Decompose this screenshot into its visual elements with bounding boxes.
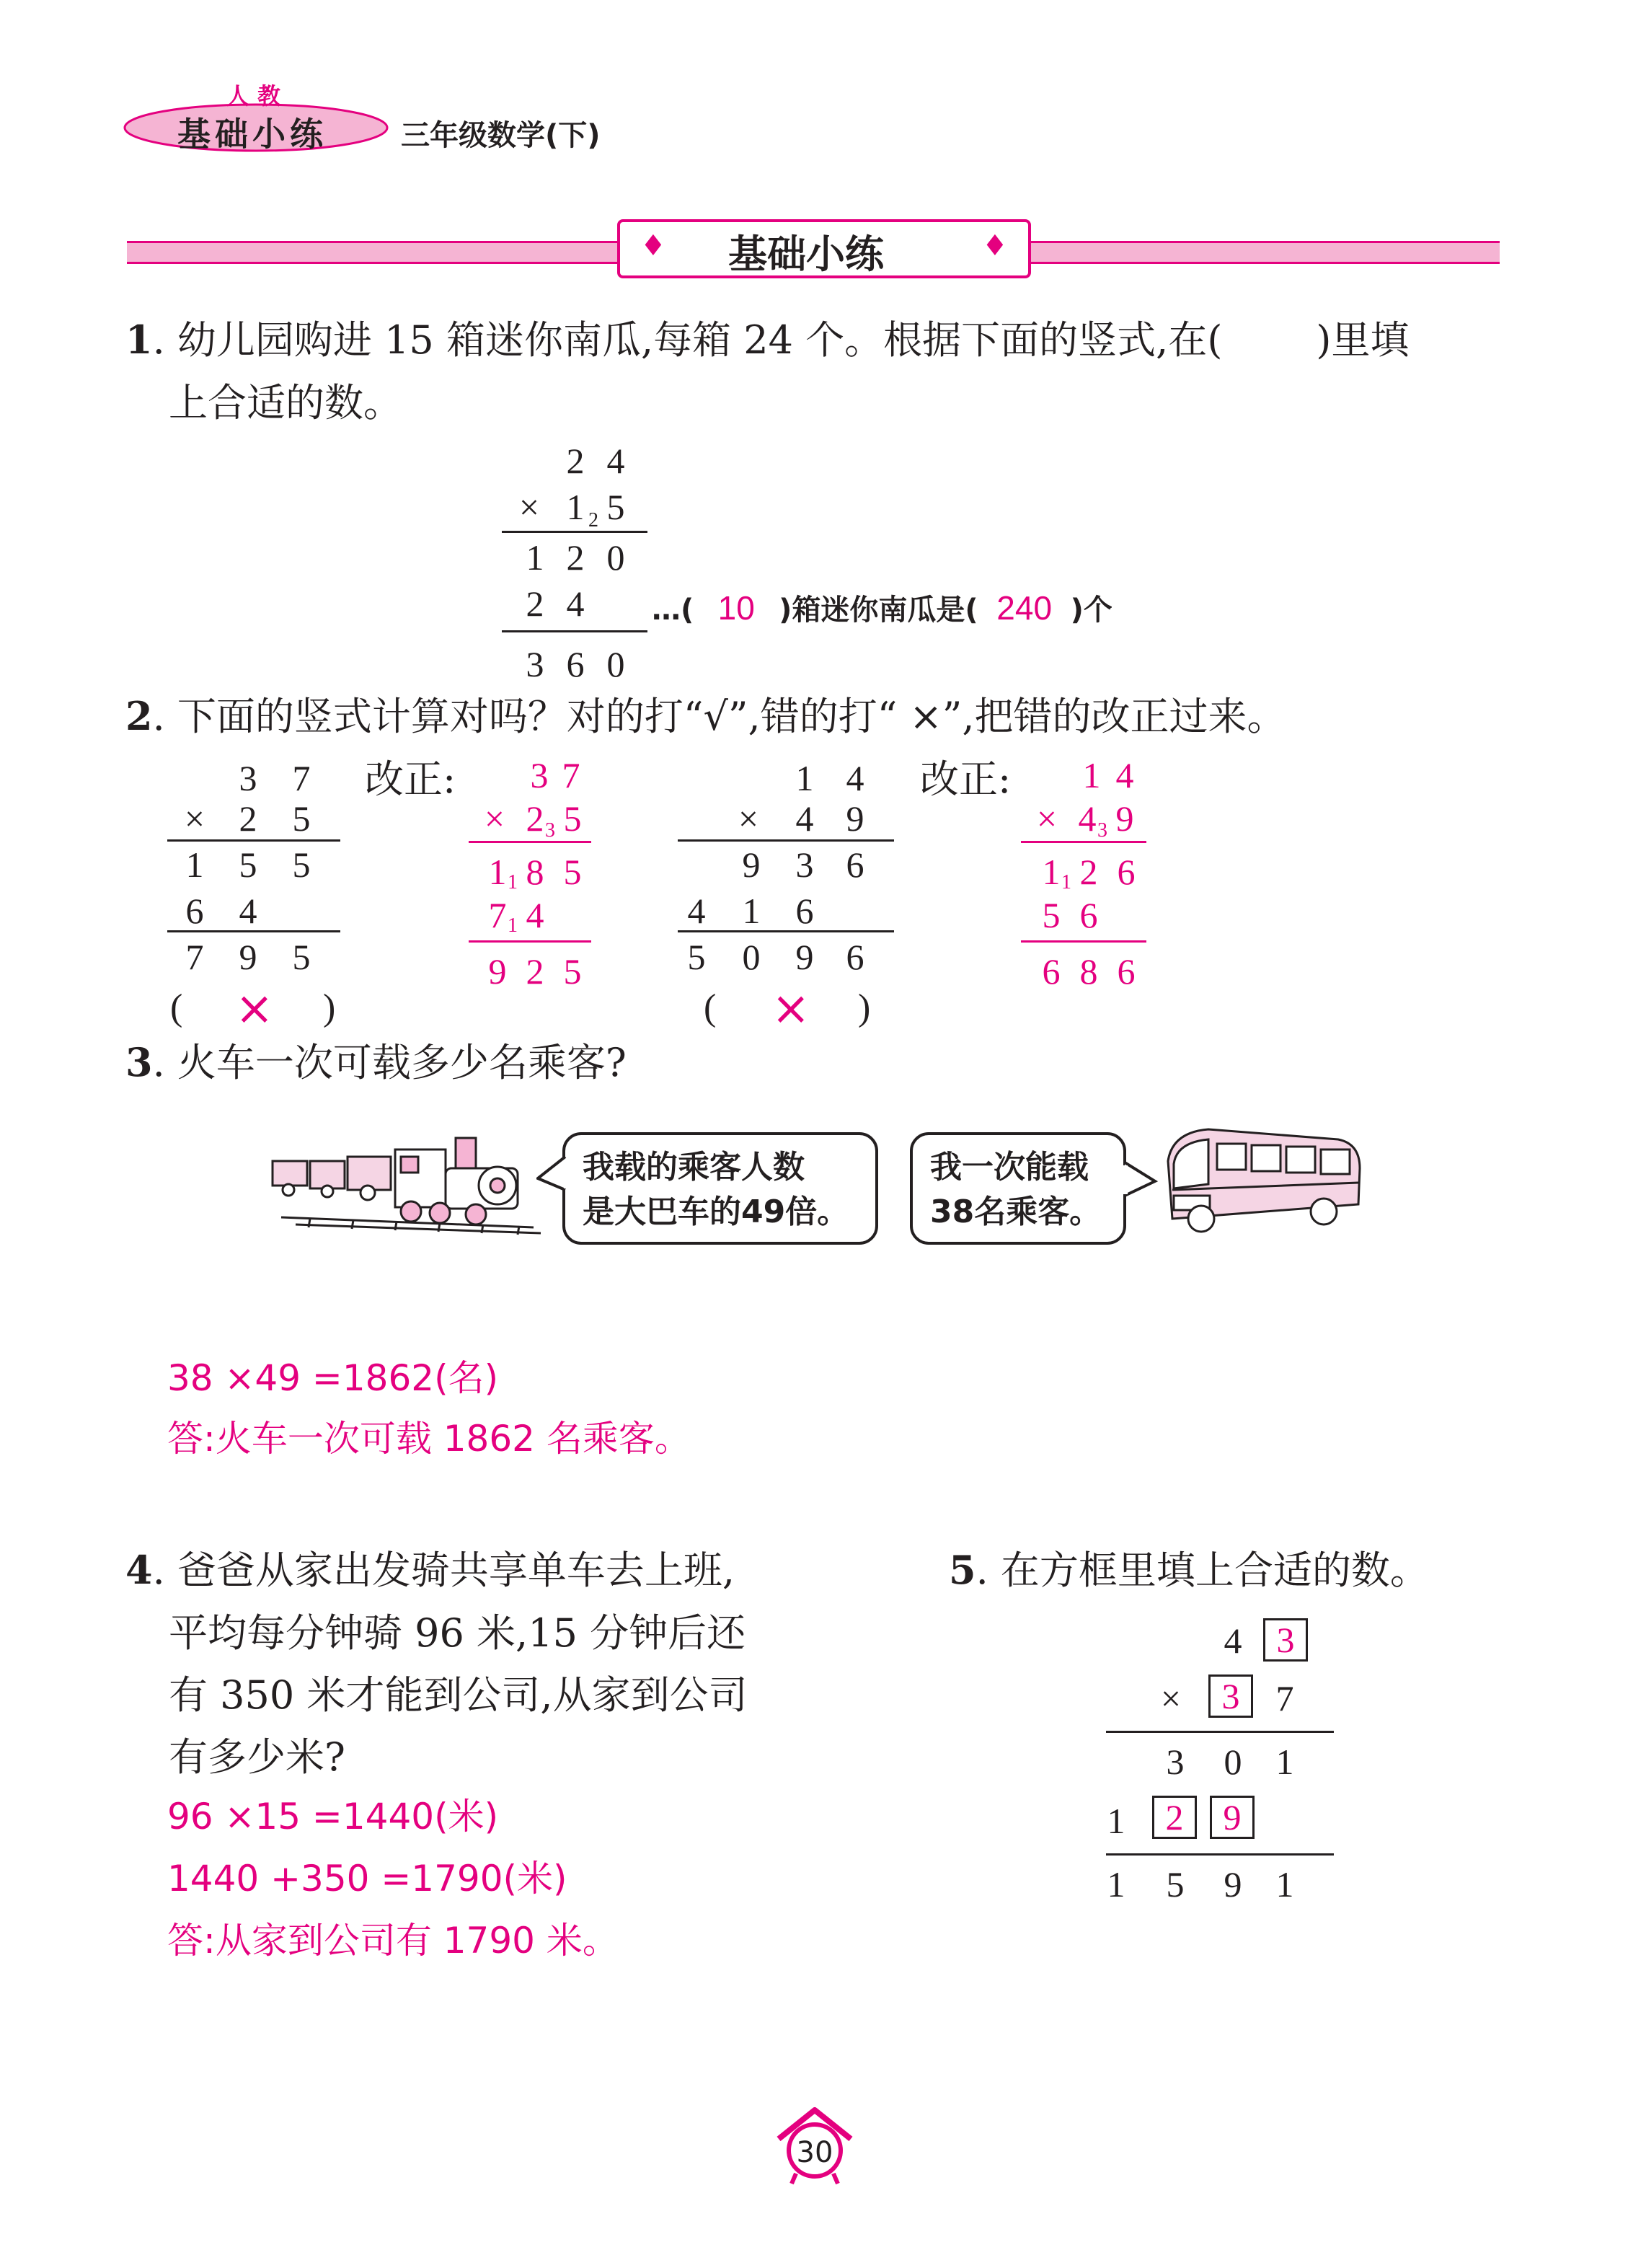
digit: 7: [185, 937, 204, 977]
q1-dots: …(: [652, 594, 694, 627]
digit: 1: [1275, 1742, 1294, 1782]
digit: 1: [1082, 755, 1101, 795]
digit: 9: [742, 844, 761, 885]
digit: 2: [1079, 852, 1098, 892]
digit: 4: [687, 891, 706, 931]
times-sign: ×: [518, 487, 540, 527]
q2-number: 2: [125, 693, 153, 739]
digit: 6: [1042, 951, 1061, 992]
q1-text-b: )里填: [1316, 317, 1410, 363]
q1-mid: )箱迷你南瓜是(: [779, 594, 978, 627]
digit: 5: [563, 951, 582, 992]
q2-text: . 下面的竖式计算对吗？对的打“√”,错的打“ ×”,把错的改正过来。: [152, 694, 1286, 739]
q1-number: 1: [125, 317, 153, 363]
digit: 3: [795, 844, 814, 885]
digit: 4: [566, 583, 585, 624]
carry-digit: 3: [1097, 819, 1107, 842]
times-sign: ×: [1036, 798, 1058, 839]
digit: 5: [606, 487, 625, 527]
digit: 0: [606, 537, 625, 578]
bus-illustration: [1158, 1118, 1367, 1240]
train-bubble-tail: [536, 1154, 567, 1197]
digit: 7: [488, 895, 507, 935]
digit: 9: [846, 798, 864, 839]
banner-band-left: [127, 241, 617, 264]
times-sign: ×: [738, 798, 759, 839]
correct-label: 改正:: [365, 756, 456, 802]
digit: 3: [526, 644, 544, 684]
digit: 1: [1275, 1864, 1294, 1905]
q1-pumpkins-answer: 240: [996, 589, 1053, 627]
q2b-judge-answer: ×: [771, 982, 810, 1036]
q2-line: [125, 693, 1286, 739]
q1-end: )个: [1070, 594, 1112, 627]
times-sign: ×: [484, 798, 505, 839]
calc-rule: [167, 839, 340, 842]
times-sign: ×: [1160, 1678, 1182, 1718]
calc-rule: [678, 930, 894, 932]
q1-line1: [125, 317, 1410, 363]
digit: 6: [846, 937, 864, 977]
calc-rule: [502, 531, 647, 533]
digit: 5: [1166, 1864, 1185, 1905]
q5-number: 5: [949, 1547, 976, 1593]
judge-paren-open: (: [704, 987, 717, 1028]
digit: 5: [687, 937, 706, 977]
calc-rule: [469, 940, 591, 943]
digit: 1: [488, 852, 507, 892]
digit: 0: [742, 937, 761, 977]
digit: 1: [1042, 852, 1061, 892]
digit: 1: [566, 487, 585, 527]
judge-paren-close: ): [323, 987, 336, 1028]
q2a-judge-answer: ×: [235, 982, 274, 1036]
digit: 4: [846, 758, 864, 798]
digit: 1: [742, 891, 761, 931]
q3-number: 3: [125, 1039, 153, 1085]
bus-speech-bubble: [910, 1132, 1126, 1245]
q4-line: 平均每分钟骑 96 米,15 分钟后还: [169, 1610, 746, 1656]
digit: 5: [292, 937, 311, 977]
calc-rule: [1106, 1731, 1334, 1733]
digit: 9: [1115, 798, 1134, 839]
q5-text: . 在方框里填上合适的数。: [976, 1548, 1429, 1593]
digit: 5: [563, 798, 582, 839]
series-name: 基础小练: [177, 115, 327, 154]
calc-rule: [469, 841, 591, 843]
digit: 1: [1107, 1801, 1125, 1841]
digit: 9: [488, 951, 507, 992]
calc-rule: [1021, 841, 1146, 843]
digit: 9: [239, 937, 257, 977]
q4-line: 有 350 米才能到公司,从家到公司: [169, 1672, 748, 1718]
bus-bubble-tail: [1122, 1160, 1158, 1200]
series-top-label: 人 教: [226, 82, 281, 110]
digit: 6: [566, 644, 585, 684]
digit: 7: [562, 755, 580, 795]
digit: 4: [1224, 1620, 1242, 1661]
digit: 2: [526, 798, 544, 839]
carry-digit: 2: [588, 509, 598, 531]
q4-answer-step1: 96 ×15 =1440(米): [167, 1796, 499, 1837]
digit: 3: [239, 758, 257, 798]
digit: 3: [1166, 1742, 1185, 1782]
digit: 4: [1078, 798, 1097, 839]
q1-text-a: . 幼儿园购进 15 箱迷你南瓜,每箱 24 个。根据下面的竖式,在(: [152, 317, 1223, 363]
diamond-right-icon: ♦: [982, 229, 1008, 262]
q5-line: [949, 1547, 1429, 1593]
digit: 4: [239, 891, 257, 931]
times-sign: ×: [184, 798, 205, 839]
digit: 5: [292, 844, 311, 885]
digit: 0: [606, 644, 625, 684]
q4-number: 4: [125, 1547, 153, 1593]
digit: 2: [239, 798, 257, 839]
digit: 2: [526, 951, 544, 992]
digit: 4: [606, 441, 625, 481]
digit: 5: [563, 852, 582, 892]
calc-rule: [1021, 940, 1146, 943]
digit: 2: [526, 583, 544, 624]
book-title: 三年级数学(下): [401, 119, 601, 152]
train-speech-bubble: [562, 1132, 878, 1245]
q4-answer-step2: 1440 +350 =1790(米): [167, 1858, 567, 1899]
answer-box: 9: [1210, 1796, 1255, 1839]
judge-paren-open: (: [170, 987, 183, 1028]
page-number: 30: [796, 2136, 833, 2169]
calc-rule: [678, 839, 894, 842]
digit: 4: [795, 798, 814, 839]
carry-digit: 1: [508, 914, 518, 937]
q1-line2: 上合适的数。: [169, 380, 402, 425]
bus-bubble-line: 38名乘客。: [930, 1193, 1102, 1230]
digit: 1: [526, 537, 544, 578]
digit: 6: [185, 891, 204, 931]
digit: 2: [566, 537, 585, 578]
digit: 8: [526, 852, 544, 892]
digit: 9: [795, 937, 814, 977]
carry-digit: 1: [508, 871, 518, 893]
answer-box: 3: [1263, 1618, 1308, 1662]
digit: 9: [1224, 1864, 1242, 1905]
train-illustration: [267, 1132, 555, 1240]
digit: 2: [566, 441, 585, 481]
carry-digit: 3: [545, 819, 555, 842]
q1-fill-line: [652, 587, 1112, 628]
carry-digit: 1: [1061, 871, 1071, 893]
digit: 5: [1042, 895, 1061, 935]
banner-band-right: [1031, 241, 1500, 264]
calc-rule: [167, 930, 340, 932]
digit: 5: [292, 798, 311, 839]
q4-line: 有多少米?: [169, 1734, 345, 1780]
bus-bubble-line: 我一次能载: [930, 1149, 1089, 1186]
digit: 4: [1115, 755, 1134, 795]
digit: 6: [846, 844, 864, 885]
train-bubble-line: 是大巴车的49倍。: [583, 1193, 849, 1230]
q3-answer-equation: 38 ×49 =1862(名): [167, 1357, 499, 1399]
digit: 7: [292, 758, 311, 798]
digit: 0: [1224, 1742, 1242, 1782]
digit: 4: [526, 895, 544, 935]
correct-label: 改正:: [920, 756, 1012, 802]
answer-box: 3: [1208, 1674, 1253, 1718]
digit: 1: [795, 758, 814, 798]
answer-box: 2: [1152, 1796, 1197, 1839]
digit: 6: [795, 891, 814, 931]
q1-box-count-answer: 10: [717, 589, 755, 627]
digit: 5: [239, 844, 257, 885]
q3-text: . 火车一次可载多少名乘客?: [152, 1040, 627, 1085]
digit: 3: [530, 755, 549, 795]
diamond-left-icon: ♦: [640, 229, 666, 262]
q4-answer-sentence: 答:从家到公司有 1790 米。: [167, 1920, 619, 1962]
digit: 6: [1117, 852, 1136, 892]
q4-text: . 爸爸从家出发骑共享单车去上班,: [152, 1548, 735, 1593]
calc-rule: [1106, 1853, 1334, 1856]
digit: 7: [1275, 1678, 1294, 1718]
digit: 6: [1079, 895, 1098, 935]
judge-paren-close: ): [858, 987, 871, 1028]
digit: 6: [1117, 951, 1136, 992]
digit: 8: [1079, 951, 1098, 992]
digit: 1: [1107, 1864, 1125, 1905]
train-bubble-line: 我载的乘客人数: [583, 1149, 805, 1186]
calc-rule: [502, 630, 647, 632]
q3-line: [125, 1039, 627, 1085]
section-title: 基础小练: [728, 231, 884, 277]
q4-line: [125, 1547, 735, 1593]
digit: 1: [185, 844, 204, 885]
q3-answer-sentence: 答:火车一次可载 1862 名乘客。: [167, 1418, 691, 1460]
